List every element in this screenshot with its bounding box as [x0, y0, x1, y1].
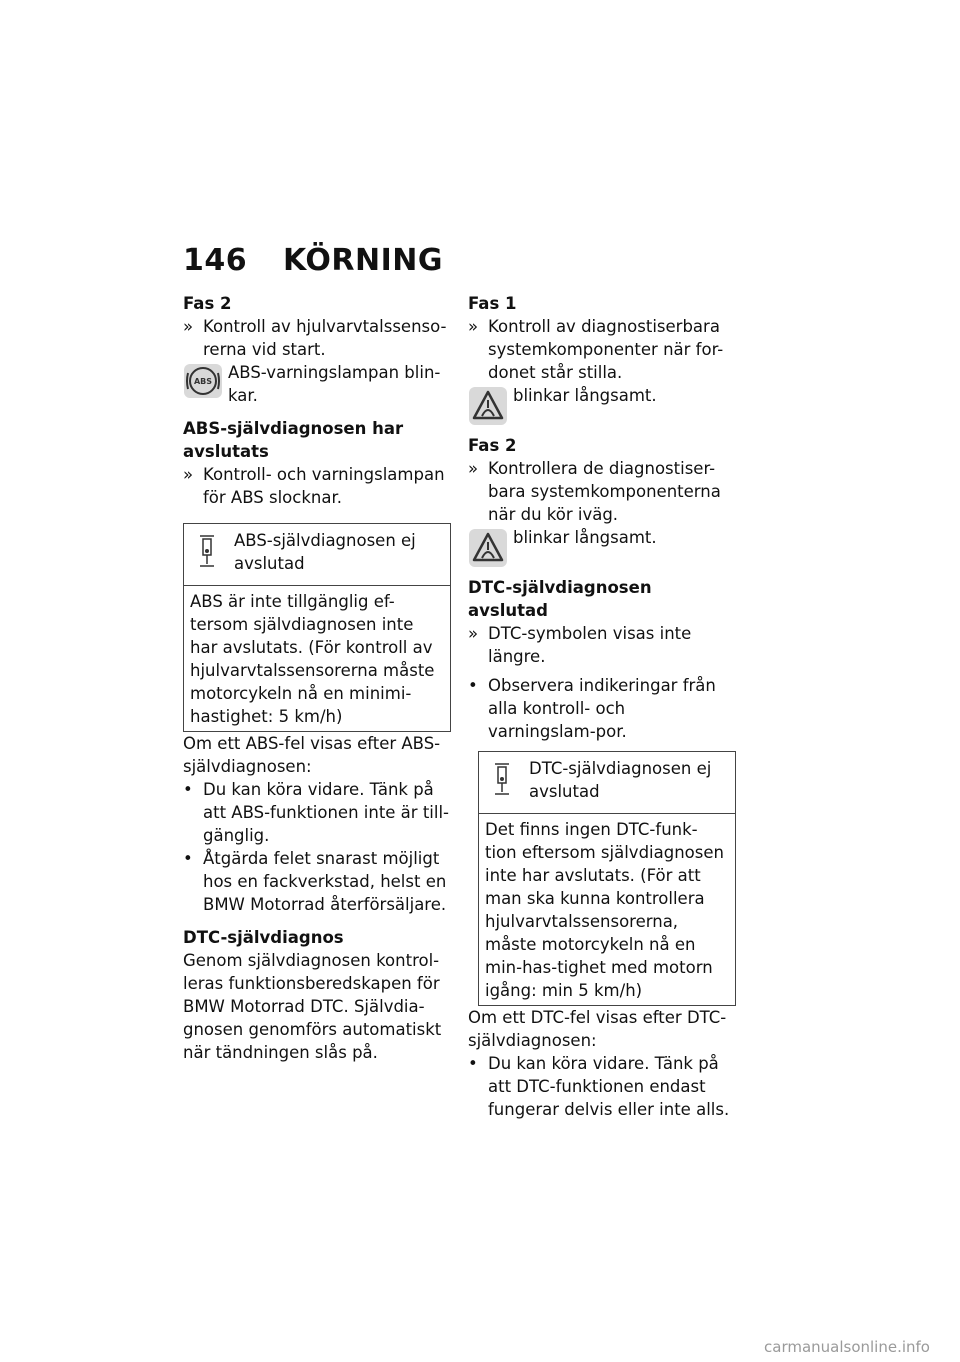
bullet-dot: • [468, 1054, 478, 1073]
abs-lamp-text: ABS-varningslampan blin-kar. [228, 363, 441, 405]
dtc-done-item-text: DTC-symbolen visas inte längre. [488, 624, 692, 666]
dtc-lamp-text: blinkar långsamt. [513, 386, 657, 405]
abs-done-heading: ABS-självdiagnosen har avslutats [183, 419, 404, 461]
bullet-dot: • [183, 849, 193, 868]
bullet-text: Du kan köra vidare. Tänk på att ABS-funktionen inte är till-gänglig. [203, 780, 450, 845]
fas2-heading: Fas 2 [183, 294, 232, 313]
note-title: ABS-självdiagnosen ej avslutad [234, 531, 416, 573]
bullet-dot: • [183, 780, 193, 799]
note-header [479, 752, 735, 814]
page-number: 146 [183, 243, 248, 278]
abs-error-intro: Om ett ABS-fel visas efter ABS-självdiagnosen: [183, 734, 441, 776]
list-item [183, 847, 451, 916]
dtc-done-heading: DTC-självdiagnosen avslutad [468, 578, 652, 620]
abs-warning-icon [183, 363, 223, 405]
abs-note-box [183, 523, 451, 732]
list-item [183, 463, 451, 509]
dtc-lamp-row [468, 384, 736, 424]
bullet-text: Du kan köra vidare. Tänk på att DTC-funktionen endast fungerar delvis eller inte alls. [488, 1054, 730, 1119]
abs-lamp-row [183, 361, 451, 407]
dtc-warning-icon [468, 528, 508, 574]
list-item [183, 778, 451, 847]
list-item [468, 1052, 736, 1121]
right-column [468, 292, 736, 1121]
dtc-lamp-text-2: blinkar långsamt. [513, 528, 657, 547]
arrow-marker: » [468, 317, 479, 336]
note-title: DTC-självdiagnosen ej avslutad [529, 759, 712, 801]
dtc-warning-icon [468, 386, 508, 432]
list-item [468, 457, 736, 526]
arrow-marker: » [183, 317, 194, 336]
fas2-item-text: Kontroll av hjulvarvtalssenso-rerna vid start. [203, 317, 447, 359]
bullet-dot: • [468, 676, 478, 695]
list-item [468, 674, 736, 743]
fas2-item-text-right: Kontrollera de diagnostiser-bara systemkomponenterna när du kör iväg. [488, 459, 721, 524]
dtc-text: Genom självdiagnosen kontrol-leras funktionsberedskapen för BMW Motorrad DTC. Självdia-gnosen genomförs automatiskt när tändningen slås på. [183, 951, 442, 1062]
dtc-error-intro: Om ett DTC-fel visas efter DTC-självdiagnosen: [468, 1008, 727, 1050]
svg-text:ABS: ABS [193, 377, 213, 386]
note-body: ABS är inte tillgänglig ef-tersom självdiagnosen inte har avslutats. (För kontroll av hjulvarvtalssensorerna måste motorcykeln nå en minimi-hastighet: 5 km/h) [190, 592, 435, 726]
note-body: Det finns ingen DTC-funk-tion eftersom självdiagnosen inte har avslutats. (För att man ska kunna kontrollera hjulvarvtalssensorerna, måste motorcykeln nå en min-has-tighet med motorn igång: min 5 km/h) [485, 820, 724, 1000]
note-icon [196, 534, 218, 574]
fas1-item-text: Kontroll av diagnostiserbara systemkomponenter när for-donet står stilla. [488, 317, 724, 382]
abs-done-item-text: Kontroll- och varningslampan för ABS slocknar. [203, 465, 445, 507]
list-item [183, 315, 451, 361]
dtc-note-box [478, 751, 736, 1006]
page-title [183, 243, 443, 278]
list-item [468, 622, 736, 668]
note-header [184, 524, 450, 586]
note-icon [491, 762, 513, 802]
arrow-marker: » [183, 465, 194, 484]
dtc-lamp-row-2 [468, 526, 736, 566]
fas2-heading-right: Fas 2 [468, 436, 517, 455]
chapter-title: KÖRNING [283, 243, 444, 278]
dtc-heading: DTC-självdiagnos [183, 928, 344, 947]
observe-bullet-text: Observera indikeringar från alla kontroll- och varningslam-por. [488, 676, 716, 741]
fas1-heading: Fas 1 [468, 294, 517, 313]
arrow-marker: » [468, 624, 479, 643]
left-column [183, 292, 451, 1064]
arrow-marker: » [468, 459, 479, 478]
bullet-text: Åtgärda felet snarast möjligt hos en fackverkstad, helst en BMW Motorrad återförsäljare. [203, 849, 447, 914]
watermark: carmanualsonline.info [764, 1338, 930, 1356]
list-item [468, 315, 736, 384]
